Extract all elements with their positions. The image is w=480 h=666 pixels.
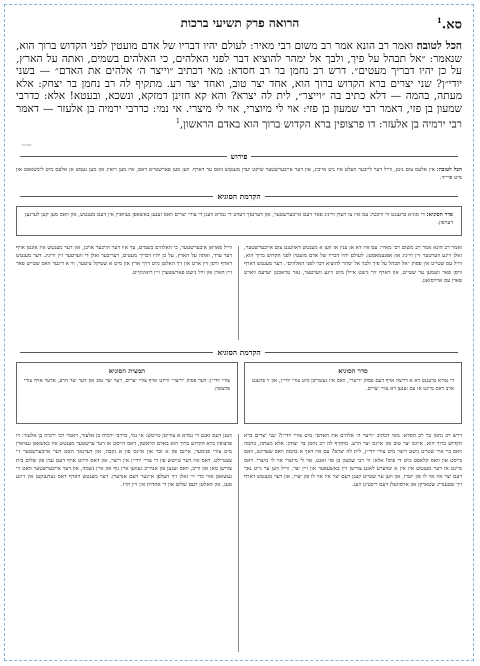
pirush-title: פירוש (16, 150, 462, 162)
seder-box (244, 362, 462, 424)
commentary-column-right: ואמר רב הונא אמר רב משום רבי מאיר: עס איז דא אן ענין אז ווען א מענטש דאווענט צום אייבערשטער, זאלן זיינע ווערטער זיין ווייניג און אפגעמאסטן. לעולם יהיו דבריו של אדם מועטין לפני הקדוש ברוך הוא, ווייל עס שטייט אין פסוק ״אל תבהל על פיך ולבך אל ימהר להוציא דבר לפני האלהים״. דער מענטש דארף וויסן פאר וועמען ער שטייט, און דארף זיך נישט איילן מיט זיינע ווערטער, נאר טראכטן יעדעס ווארט פארן עס ארויסזאגן. (244, 245, 462, 284)
commentary-column-left: ווייל פאראן איבערשטער, כי האלהים בשמים, ער איז דער הויכער אויבן, און דער מענטש איז אונטן אויף דער ערד, ואתה על הארץ. על כן יהיו דבריך מעטים, דעריבער זאלן די ווערטער זיין ווייניג. דער מענטש דארף וויסן זיין ארט און זיך האלטן מיט דרך ארץ און מיט א שטיקל ציטער, ווי א דינער וואס שטייט פאר זיין הארן און וויל נישט פארשטערן זיין רואיגקייט. (16, 245, 232, 276)
page-header (16, 16, 464, 32)
seder-label: סדר הסוגיא (338, 367, 368, 375)
gemara-body: ׃ ואמר רב הונא אמר רב משום רבי מאיר: לעולם יהיו דבריו של אדם מועטין לפני הקדוש ברוך הוא, שנאמר: ״אל תבהל על פיך, ולבך אל ימהר להוציא דבר לפני האלהים, כי האלהים בשמים, ואתה על הארץ, על כן יהיו דבריך מעטים״. דרש רב נחמן בר רב חסדא: מאי דכתיב ״וייצר ה׳ אלהים את האדם״ — בשני יודי״ן? שני יצרים ברא הקדוש ברוך הוא, אחד יצר טוב, ואחד יצר רע. מתקיף לה רב נחמן בר יצחק: אלא מעתה, בהמה — דלא כתיב בה ״וייצר״, לית לה יצרא? והא קא חזינן דמזקא, ונשכא, ובעטא! אלא: כדרבי שמעון בן פזי, דאמר רבי שמעון בן פזי: אוי לי מיוצרי, אוי לי מיצרי. אי נמי: כדרבי ירמיה בן אלעזר — דאמר רבי ירמיה בן אלעזר: דו פרצופין ברא הקדוש ברוך הוא באדם הראשון, (16, 40, 462, 131)
seder-text: די גמרא ברענגט דא א דרשה אויף דעם פסוק ״וייצר״, וואס איז געשריבן מיט צוויי יודי״ן, און זי פרעגט אויב דאס מיינט אז עס זענען דא צוויי יצרים. (252, 378, 454, 392)
running-head: הרואה פרק תשיעי ברכות (180, 16, 300, 30)
column-divider-2 (238, 434, 239, 652)
tamtzis-text: צוויי יודי״ן: דער פסוק ״וייצר״ ווייזט אויף צוויי יצרים, דער יצר טוב און דער יצר הרע, אדער אויף צוויי פרצופין. (24, 378, 230, 392)
page-number: סא.$^1$ (436, 16, 462, 33)
tamtzis-label: תמצית הסוגיא (108, 367, 146, 375)
commentary-column-left-2: וועגן דעם זאגט די גמרא א צווייטן טייטש: אי נמי, כדרבי ירמיה בן אלעזר, דאמר רבי ירמיה בן אלעזר: דו פרצופין ברא הקדוש ברוך הוא באדם הראשון, דאס הייסט אז דער ערשטער מענטש איז באשאפן געווארן מיט צוויי פנימער, איינס פון א זכר און איינס פון א נקבה, און דערנאך האט דער אייבערשטער זיי צעטיילט. דאס איז דער טייטש פון די צוויי יודי״ן אין וייצר, און דאס ווייזט אויף דעם ענין פון שלום בית צווישן מאן און ווייב, וואס זענען פון אנהייב געווען איין גוף און איין נשמה, און דער אייבערשטער האט זיי געשאפן אזוי כדי זיי זאלן זיך העלפן איינער דעם אנדערן. דער מענטש דארף דאס געדענקען אין זיינע טעג, און האלטן דעם שלום און די אחדות אין זיין הויז. (16, 433, 232, 489)
small-margin-mark: אודות (22, 142, 32, 147)
hakdama-title: הקדמת הסוגיא (16, 190, 462, 202)
pirush-text: הכל לטובה: אין אלעס צום גוטן, ווייל דער לייבער וועלט איז ניט אייביג, און דער אייבערשטער שיקט יעדן מענטש וואס ער דארף. ווען מען פארשטייט דאס, איז מען רואיג און מען נעמט אן אלעס מיט ליבשאפט און מיט פרייד. (16, 167, 462, 182)
hakdama-box: סדר הסוגיא: די סוגיא ברענגט ווי וויכטיג עס איז צו רעדן ווייניג פאר דעם אייבערשטער, און דערנאך רעדט די גמרא וועגן די צוויי יצרים וואס זענען באשאפן געווארן אין דעם מענטש, און וואס מען קען לערנען דערפון. (16, 206, 462, 236)
gemara-text (16, 40, 462, 131)
tamtzis-box (16, 362, 238, 424)
commentary-column-right-2: דרש רב נחמן בר רב חסדא: מאי דכתיב ״וייצר ה׳ אלהים את האדם״ מיט צוויי יודי״ן? שני יצרים ברא הקדוש ברוך הוא, איינס יצר טוב און איינס יצר הרע. מתקיף לה רב נחמן בר יצחק: אלא מעתה, בהמה וואס ביי איר שטייט נישט וייצר מיט צוויי יודי״ן, לית לה יצרא? עס איז דאך א בהמה וואס שעדיגט, וואס בייסט און וואס קלאפט מיט די פיס! אלא: ווי רבי שמעון בן פזי זאגט, אוי לי מיוצרי אוי לי מיצרי. דאס מיינט אז דער מענטש איז אין א שווערע לאגע צווישן זיין באשעפער און זיין יצר, ווייל ווען ער גייט נאך דעם יצר איז אוי לו פון יוצרו, און ווען ער שטייט קעגן דעם יצר איז אוי לו פון יצרו, און דער מענטש דארף זיך שטענדיג שטארקן און אויסוועלן דעם ריכטיגן וועג. (244, 433, 462, 489)
column-divider (238, 246, 239, 340)
gemara-opening: הכל לטובה (416, 40, 462, 52)
footnote-mark: 1 (175, 117, 180, 125)
hakdama-title-2: הקדמת הסוגיא (16, 346, 462, 358)
